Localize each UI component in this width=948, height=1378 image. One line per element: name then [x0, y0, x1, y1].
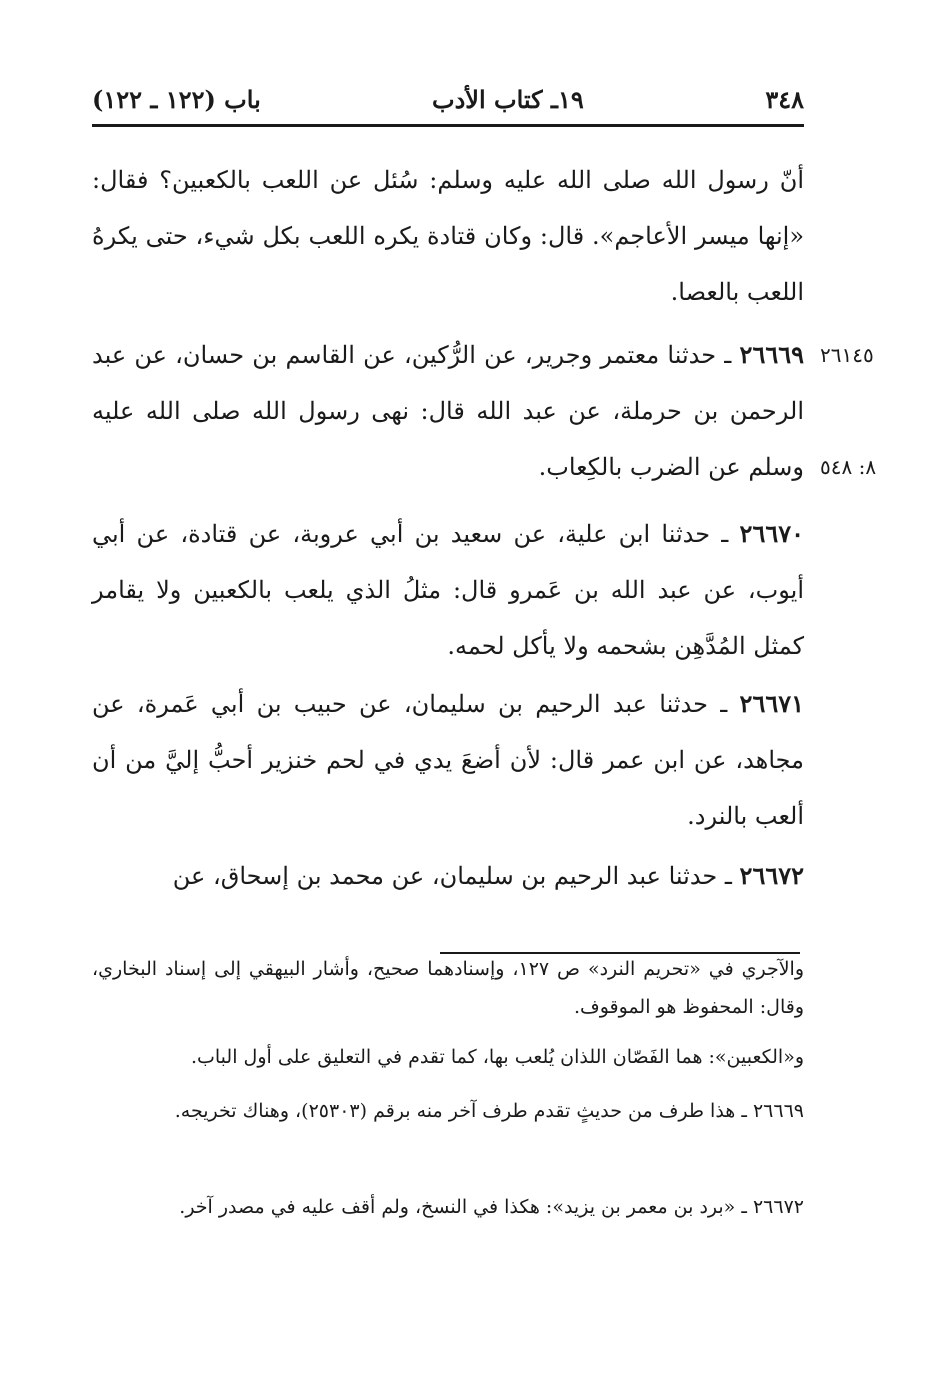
footnote-1: [92, 950, 804, 1026]
hadith-number: ٢٦٦٧١: [739, 689, 804, 718]
page-number: ٣٤٨: [765, 85, 804, 114]
hadith-26672: [92, 848, 804, 904]
hadith-26669: [92, 327, 804, 495]
hadith-text: ـ حدثنا عبد الرحيم بن سليمان، عن محمد بن إسحاق، عن: [172, 862, 740, 890]
hadith-number: ٢٦٦٧٠: [739, 519, 804, 548]
hadith-26671: [92, 676, 804, 844]
chapter-title: باب (١٢٢ ـ ١٢٢): [92, 85, 261, 114]
header-rule: [92, 124, 804, 127]
margin-volume-reference: ٨: ٥٤٨: [820, 455, 877, 479]
page-header: [92, 80, 804, 120]
hadith-text: ـ حدثنا معتمر وجرير، عن الرُّكين، عن القاسم بن حسان، عن عبد الرحمن بن حرملة، عن عبد الله قال: نهى رسول الله صلى الله عليه وسلم عن الضرب بالكِعاب.: [92, 341, 804, 481]
hadith-number: ٢٦٦٦٩: [739, 340, 804, 369]
book-title: ١٩ـ كتاب الأدب: [432, 85, 584, 114]
footnote-2: [92, 1038, 804, 1076]
footnote-4: [92, 1188, 804, 1226]
hadith-26670: [92, 506, 804, 674]
hadith-text: ـ حدثنا عبد الرحيم بن سليمان، عن حبيب بن أبي عَمرة، عن مجاهد، عن ابن عمر قال: لأن أضعَ يدي في لحم خنزير أحبُّ إليَّ من أن ألعب بالنرد.: [92, 690, 804, 830]
paragraph-continuation: [92, 152, 804, 320]
footnote-3: [92, 1092, 804, 1130]
footnote-text: ٢٦٦٦٩ ـ هذا طرف من حديثٍ تقدم طرف آخر منه برقم (٢٥٣٠٣)، وهناك تخريجه.: [174, 1100, 804, 1122]
hadith-text: ـ حدثنا ابن علية، عن سعيد بن أبي عروبة، عن قتادة، عن أبي أيوب، عن عبد الله بن عَمرو قال: مثلُ الذي يلعب بالكعبين ولا يقامر كمثل المُدَّهِن بشحمه ولا يأكل لحمه.: [92, 520, 804, 660]
footnote-text: و«الكعبين»: هما الفَصّان اللذان يُلعب بها، كما تقدم في التعليق على أول الباب.: [190, 1046, 804, 1068]
paragraph-text: أنّ رسول الله صلى الله عليه وسلم: سُئل عن اللعب بالكعبين؟ فقال: «إنها ميسر الأعاجم». قال: وكان قتادة يكره اللعب بكل شيء، حتى يكرهُ اللعب بالعصا.: [92, 166, 804, 306]
margin-reference: ٢٦١٤٥: [820, 343, 874, 367]
footnote-text: ٢٦٦٧٢ ـ «برد بن معمر بن يزيد»: هكذا في النسخ، ولم أقف عليه في مصدر آخر.: [179, 1196, 804, 1218]
footnote-text: والآجري في «تحريم النرد» ص ١٢٧، وإسنادهما صحيح، وأشار البيهقي إلى إسناد البخاري، وقال: المحفوظ هو الموقوف.: [92, 958, 804, 1018]
hadith-number: ٢٦٦٧٢: [739, 861, 804, 890]
